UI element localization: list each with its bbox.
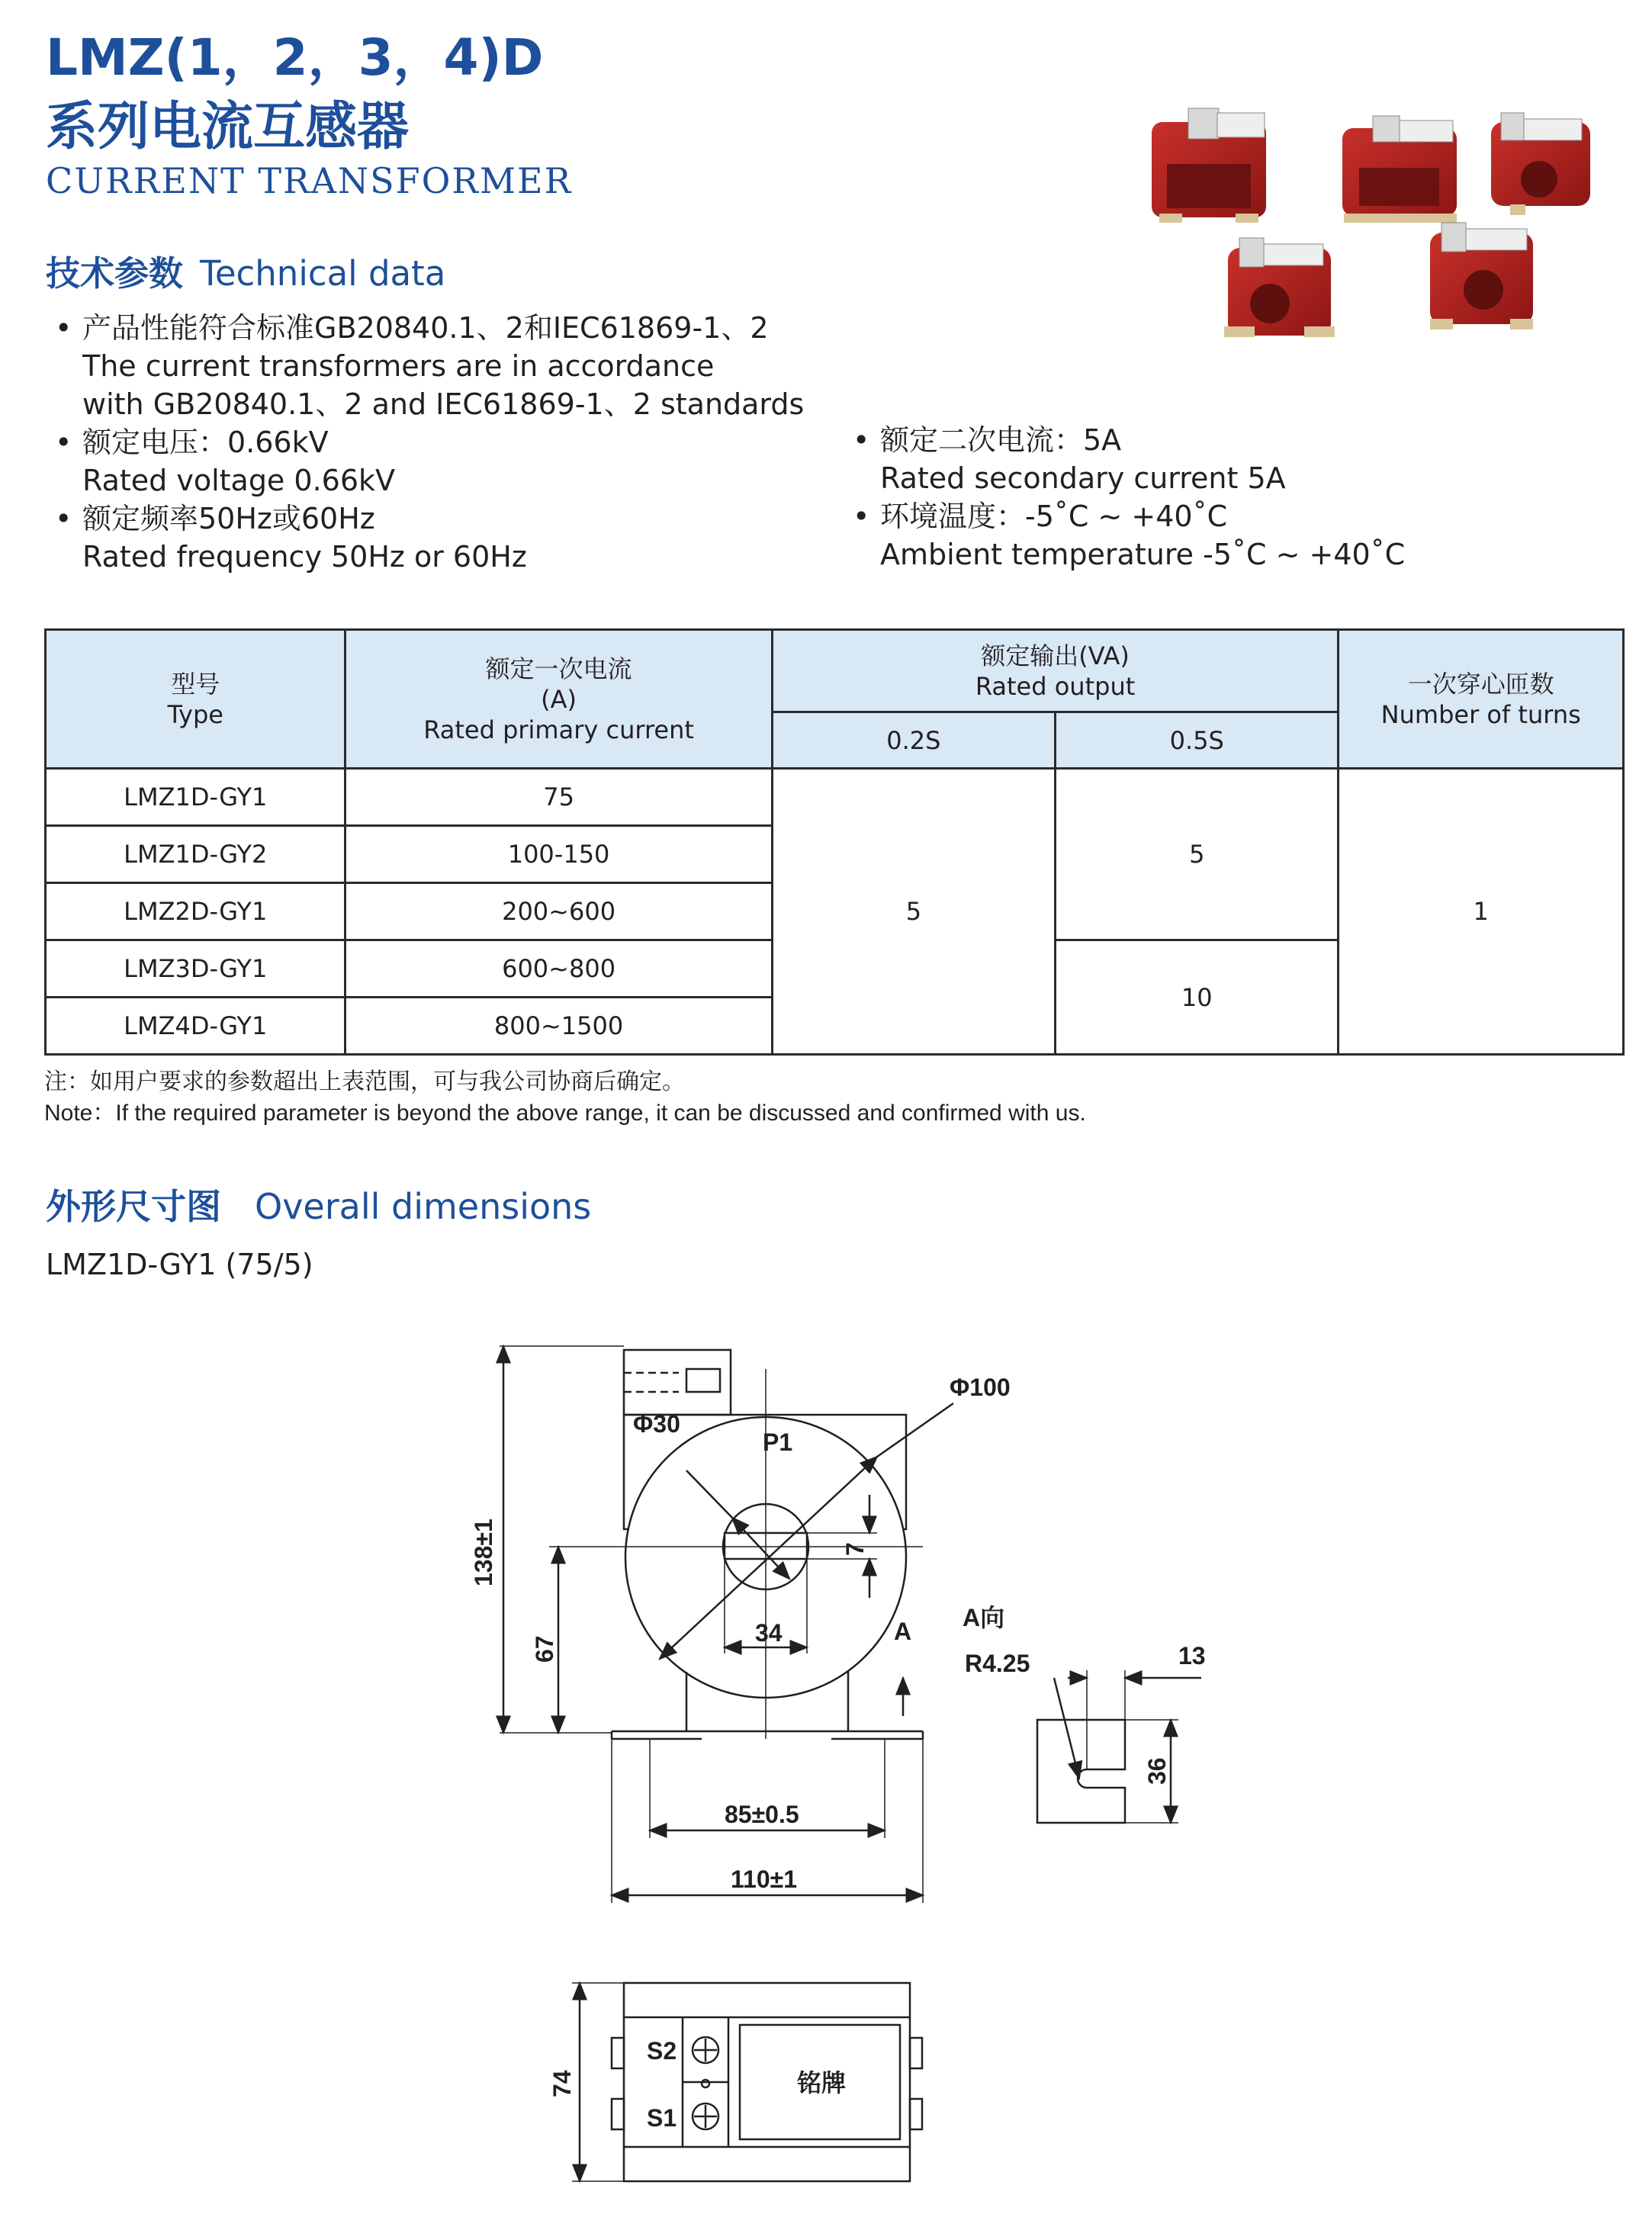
spec-line: Ambient temperature -5˚C ~ +40˚C [880,538,1406,571]
cell-turns: 1 [1339,769,1624,1055]
cell-output-05s-a: 5 [1056,769,1339,940]
technical-heading [46,246,445,295]
drawing-model-label: LMZ1D-GY1 (75/5) [46,1248,313,1281]
label-110: 110±1 [731,1865,797,1893]
header-primary-current: 额定一次电流 (A) Rated primary current [346,630,772,769]
label-34: 34 [755,1619,783,1647]
spec-rated-voltage: • 额定电压：0.66kV Rated voltage 0.66kV [82,423,804,500]
header-class-02s: 0.2S [772,712,1055,769]
label-a-view: A向 [963,1604,1005,1631]
header-number-of-turns: 一次穿心匝数 Number of turns [1339,630,1624,769]
label-nameplate: 铭牌 [797,2069,847,2097]
title-en: CURRENT TRANSFORMER [46,160,573,201]
spec-line: 环境温度：-5˚C ~ +40˚C [880,500,1228,533]
spec-standards: • 产品性能符合标准GB20840.1、2和IEC61869-1、2 The current transformers are in accordance with GB20840.1、2 and IEC61869-1、2 standards [82,309,804,423]
a-view-outline [1037,1720,1125,1823]
cell-type: LMZ2D-GY1 [46,883,346,940]
cell-output-02s: 5 [772,769,1055,1055]
product-photo-2 [1342,116,1457,223]
label-s1: S1 [647,2104,677,2132]
header-rated-output: 额定输出(VA) Rated output [772,630,1339,712]
spec-line: 额定电压：0.66kV [82,426,329,459]
spec-ambient-temperature: • 环境温度：-5˚C ~ +40˚C Ambient temperature -5˚C ~ +40˚C [880,497,1405,574]
cell-current: 75 [346,769,772,826]
label-a: A [894,1618,912,1645]
table-row [46,769,1624,826]
cell-type: LMZ1D-GY2 [46,826,346,883]
cell-output-05s-b: 10 [1056,940,1339,1055]
label-phi30: Φ30 [633,1410,680,1438]
spec-rated-frequency: • 额定频率50Hz或60Hz Rated frequency 50Hz or 60Hz [82,500,804,576]
label-138: 138±1 [470,1518,497,1586]
cell-type: LMZ4D-GY1 [46,998,346,1055]
label-85: 85±0.5 [725,1801,799,1828]
technical-heading-en: Technical data [200,253,446,294]
label-74: 74 [548,2070,576,2097]
terminal-box-top [624,1350,731,1415]
top-view-outline [624,1983,910,2181]
spec-list-left [55,309,805,576]
cell-type: LMZ3D-GY1 [46,940,346,998]
label-36: 36 [1143,1757,1171,1785]
technical-heading-zh: 技术参数 [46,253,184,294]
spec-table [44,628,1625,1056]
product-photos [1144,99,1617,351]
product-photo-5 [1430,223,1533,329]
cell-current: 800~1500 [346,998,772,1055]
header-class-05s: 0.5S [1056,712,1339,769]
label-r425: R4.25 [965,1650,1030,1677]
label-p1: P1 [763,1428,793,1456]
note-en: Note：If the required parameter is beyond the above range, it can be discussed and confirmed with us. [44,1101,1086,1126]
spec-line: Rated frequency 50Hz or 60Hz [82,540,527,574]
spec-line: 额定频率50Hz或60Hz [82,502,375,535]
header-type: 型号 Type [46,630,346,769]
spec-line: Rated voltage 0.66kV [82,464,396,497]
cell-current: 100-150 [346,826,772,883]
spec-line: 产品性能符合标准GB20840.1、2和IEC61869-1、2 [82,311,769,345]
label-13: 13 [1178,1642,1206,1669]
spec-list-right [853,421,1406,574]
title-zh: 系列电流互感器 [46,97,410,157]
label-7: 7 [841,1542,869,1556]
spec-line: Rated secondary current 5A [880,461,1286,495]
dimensions-heading-zh: 外形尺寸图 [46,1186,221,1227]
spec-line: The current transformers are in accordance [82,349,715,383]
label-s2: S2 [647,2037,677,2065]
spec-line: 额定二次电流：5A [880,423,1122,457]
dimensions-heading-en: Overall dimensions [255,1186,592,1227]
note-zh: 注：如用户要求的参数超出上表范围，可与我公司协商后确定。 [44,1069,685,1095]
label-67: 67 [531,1635,558,1663]
cell-type: LMZ1D-GY1 [46,769,346,826]
dimensions-heading [46,1179,591,1229]
cell-current: 600~800 [346,940,772,998]
dimension-drawing [0,1297,1652,2227]
cell-current: 200~600 [346,883,772,940]
label-phi100: Φ100 [950,1374,1011,1401]
model-title: LMZ(1，2，3，4)D [46,28,544,87]
spec-line: with GB20840.1、2 and IEC61869-1、2 standards [82,387,805,421]
product-photo-1 [1152,108,1266,223]
product-photo-4 [1224,238,1335,337]
spec-secondary-current: • 额定二次电流：5A Rated secondary current 5A [880,421,1405,497]
product-photo-3 [1491,113,1590,215]
